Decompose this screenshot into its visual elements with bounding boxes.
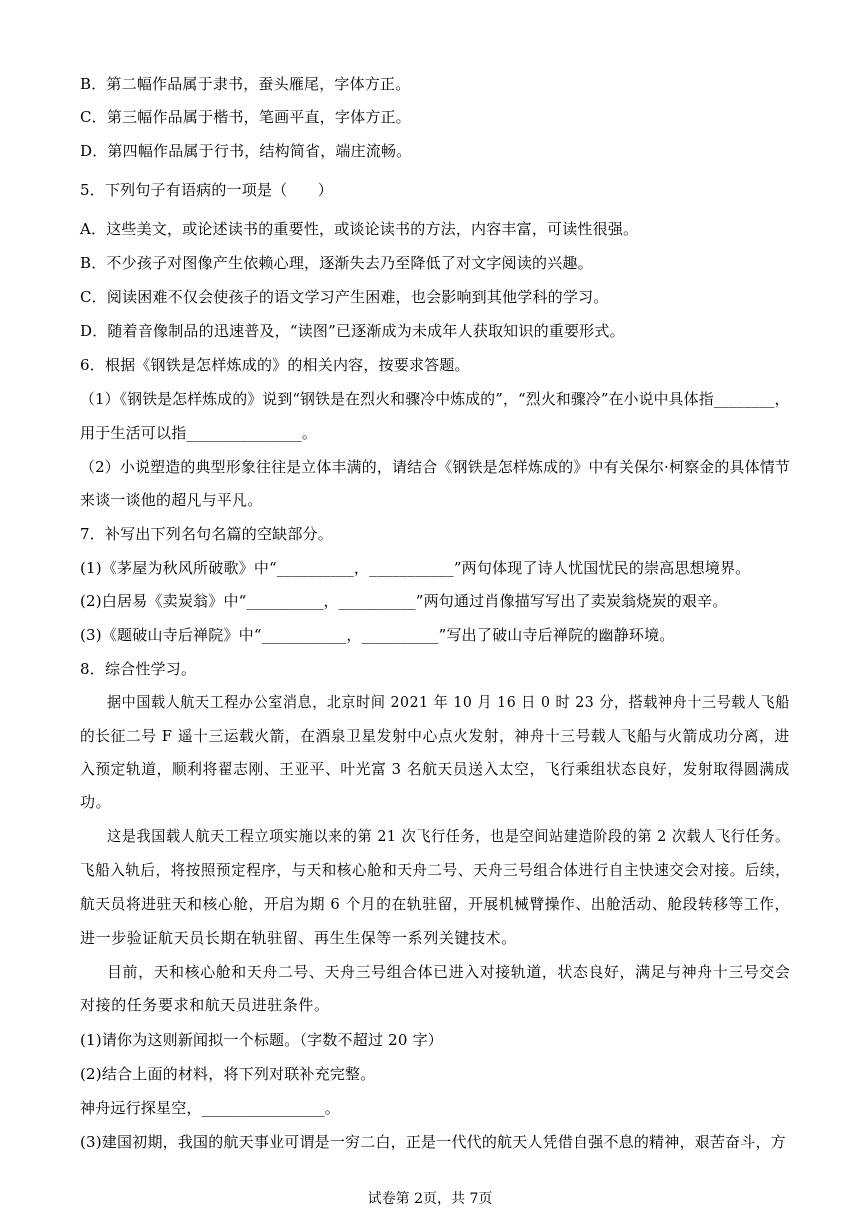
question-7-item-2: (2)白居易《卖炭翁》中“__________，__________”两句通过肖像描写写出了卖炭翁烧炭的艰辛。	[80, 592, 728, 610]
question-8-stem: 8．综合性学习。	[80, 660, 197, 678]
question-7-item-3: (3)《题破山寺后禅院》中“___________，__________”写出了破山寺后禅院的幽静环境。	[80, 626, 675, 644]
news-paragraph-2: 这是我国载人航天工程立项实施以来的第 21 次飞行任务，也是空间站建造阶段的第 2 次载人飞行任务。	[107, 827, 790, 845]
news-paragraph-1-line-3: 入预定轨道，顺利将翟志刚、王亚平、叶光富 3 名航天员送入太空，飞行乘组状态良好，发射取得圆满成	[80, 760, 790, 778]
option-d-calligraphy: D．第四幅作品属于行书，结构简省，端庄流畅。	[80, 142, 412, 160]
question-8-part-1: (1)请你为这则新闻拟一个标题。（字数不超过 20 字）	[80, 1031, 443, 1049]
question-5-option-a: A．这些美文，或论述读书的重要性，或谈论读书的方法，内容丰富，可读性很强。	[80, 220, 639, 238]
news-paragraph-3-line-2: 对接的任务要求和航天员进驻条件。	[80, 996, 330, 1014]
news-paragraph-1-line-2: 的长征二号 F 遥十三运载火箭，在酒泉卫星发射中心点火发射，神舟十三号载人飞船与火箭成功分离，进	[80, 727, 790, 745]
question-7-stem: 7．补写出下列名句名篇的空缺部分。	[80, 525, 333, 543]
page-footer: 试卷第 2页，共 7页	[367, 1191, 493, 1207]
news-paragraph-3: 目前，天和核心舱和天舟二号、天舟三号组合体已进入对接轨道，状态良好，满足与神舟十三号交会	[107, 963, 791, 981]
question-7-item-1: (1)《茅屋为秋风所破歌》中“__________，___________”两句体现了诗人忧国忧民的崇高思想境界。	[80, 559, 751, 577]
news-paragraph-1: 据中国载人航天工程办公室消息，北京时间 2021 年 10 月 16 日 0 时 23 分，搭载神舟十三号载人飞船	[107, 693, 790, 711]
question-6-part-2: （2）小说塑造的典型形象往往是立体丰满的，请结合《钢铁是怎样炼成的》中有关保尔·柯察金的具体情节	[80, 458, 790, 476]
couplet-line: 神舟远行探星空，________________。	[80, 1099, 341, 1117]
option-b-calligraphy: B．第二幅作品属于隶书，蚕头雁尾，字体方正。	[80, 75, 411, 93]
question-5-stem: 5．下列句子有语病的一项是（ ）	[80, 181, 333, 199]
news-paragraph-2-line-2: 飞船入轨后，将按照预定程序，与天和核心舱和天舟二号、天舟三号组合体进行自主快速交会对接。后续，	[80, 861, 791, 879]
question-6-part-2-cont: 来谈一谈他的超凡与平凡。	[80, 491, 263, 509]
option-c-calligraphy: C．第三幅作品属于楷书，笔画平直，字体方正。	[80, 108, 411, 126]
question-8-part-2: (2)结合上面的材料，将下列对联补充完整。	[80, 1065, 376, 1083]
question-6-stem: 6．根据《钢铁是怎样炼成的》的相关内容，按要求答题。	[80, 356, 470, 374]
question-5-option-b: B．不少孩子对图像产生依赖心理，逐渐失去乃至降低了对文字阅读的兴趣。	[80, 254, 593, 272]
question-6-part-1: （1）《钢铁是怎样炼成的》说到“钢铁是在烈火和骤冷中炼成的”，“烈火和骤冷”在小说中具体指________，	[80, 390, 790, 408]
question-8-part-3: (3)建国初期，我国的航天事业可谓是一穷二白，正是一代代的航天人凭借自强不息的精神，艰苦奋斗，方	[80, 1133, 786, 1151]
news-paragraph-1-line-4: 功。	[80, 793, 112, 811]
question-5-option-d: D．随着音像制品的迅速普及，“读图”已逐渐成为未成年人获取知识的重要形式。	[80, 322, 625, 340]
question-5-option-c: C．阅读困难不仅会使孩子的语文学习产生困难，也会影响到其他学科的学习。	[80, 288, 609, 306]
news-paragraph-2-line-4: 进一步验证航天员长期在轨驻留、再生生保等一系列关键技术。	[80, 929, 517, 947]
question-6-part-1-cont: 用于生活可以指_______________。	[80, 424, 318, 442]
news-paragraph-2-line-3: 航天员将进驻天和核心舱，开启为期 6 个月的在轨驻留，开展机械臂操作、出舱活动、舱段转移等工作，	[80, 895, 790, 913]
